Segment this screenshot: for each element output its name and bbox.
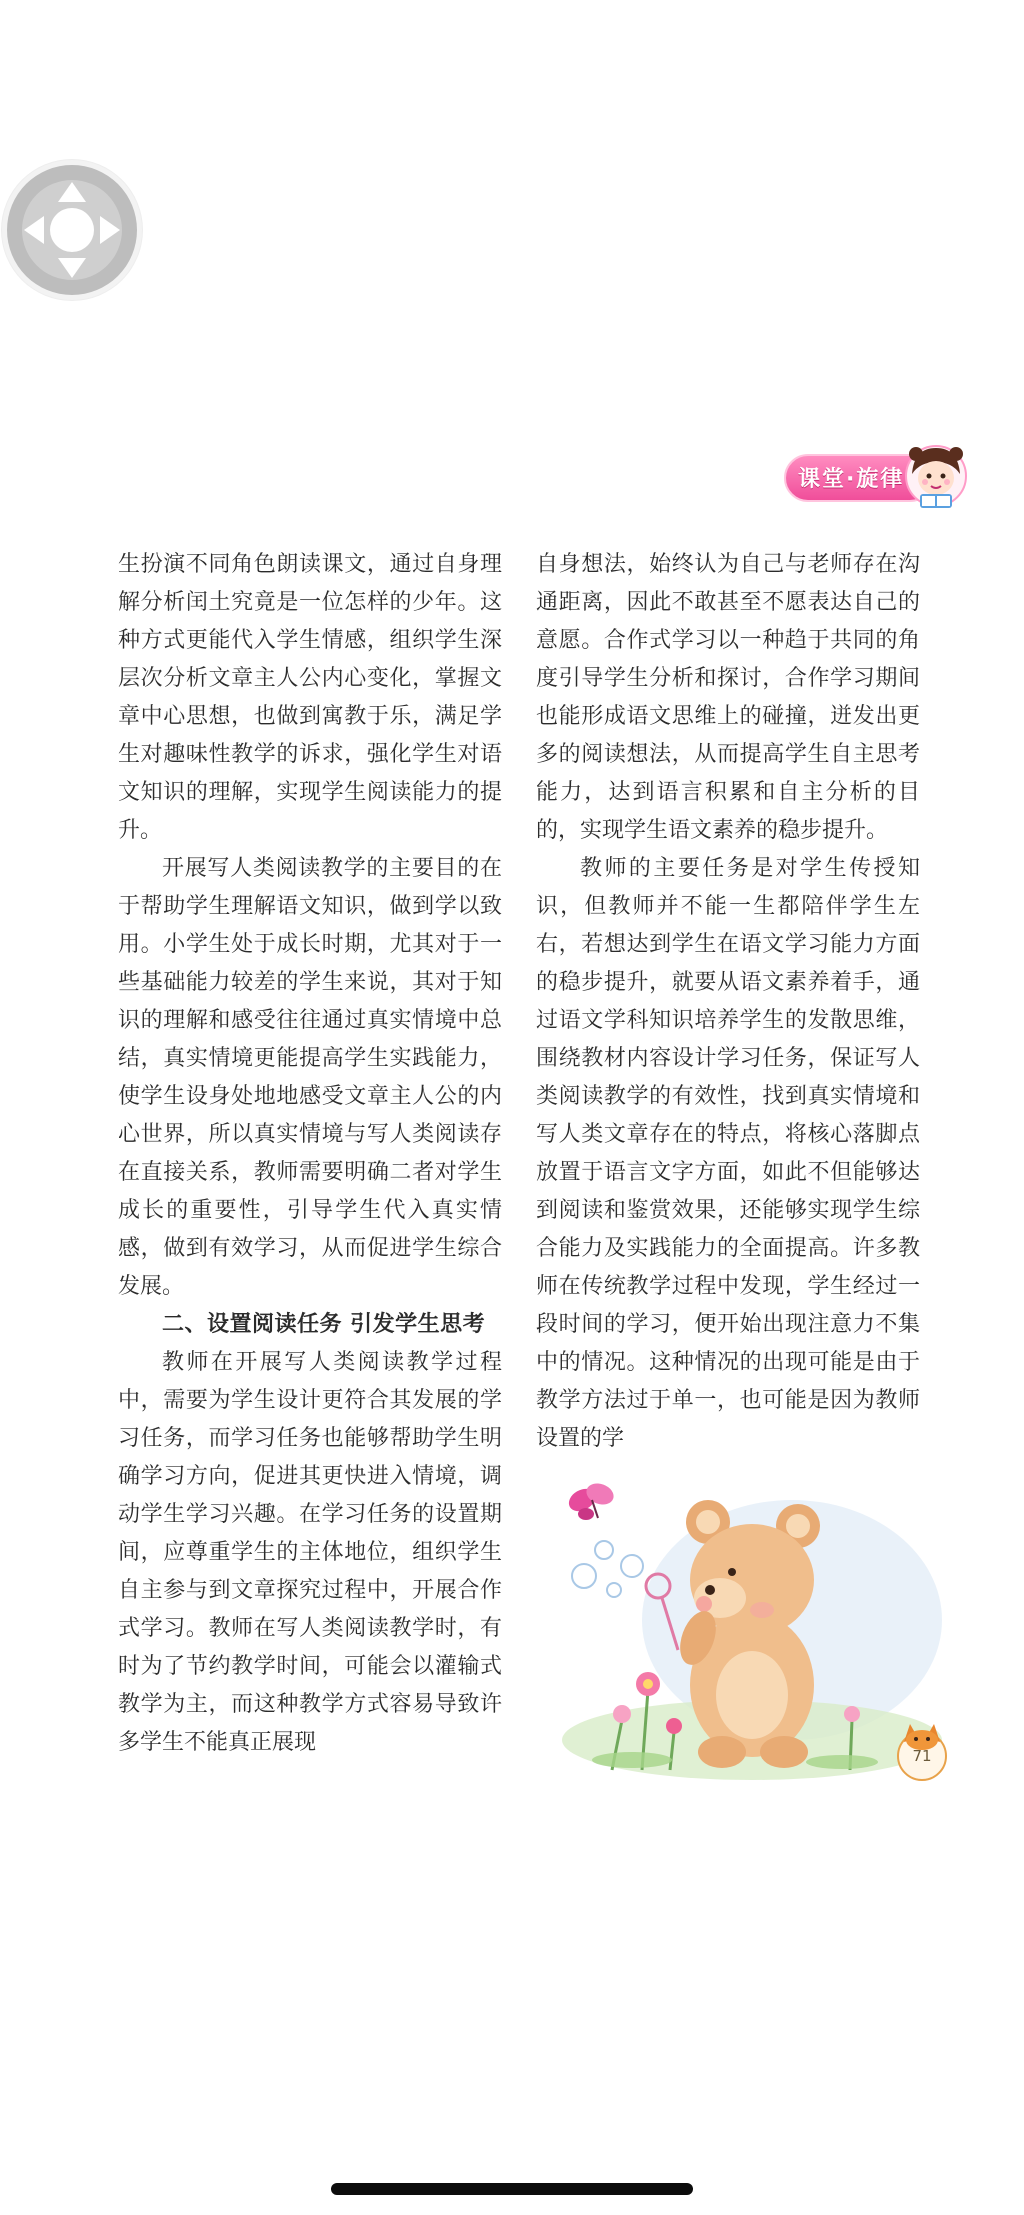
page-number-badge	[890, 1720, 954, 1784]
dpad-icon	[2, 160, 142, 300]
paragraph: 开展写人类阅读教学的主要目的在于帮助学生理解语文知识，做到学以致用。小学生处于成长时期，尤其对于一些基础能力较差的学生来说，其对于知识的理解和感受往往通过真实情境中总结，真实情境更能提高学生实践能力，使学生设身处地地感受文章主人公的内心世界，所以真实情境与写人类阅读存在直接关系，教师需要明确二者对学生成长的重要性，引导学生代入真实情感，做到有效学习，从而促进学生综合发展。	[118, 856, 502, 1299]
page-number: 71	[912, 1747, 932, 1765]
paragraph: 生扮演不同角色朗读课文，通过自身理解分析闰土究竟是一位怎样的少年。这种方式更能代入学生情感，组织学生深层次分析文章主人公内心变化，掌握文章中心思想，也做到寓教于乐，满足学生对趣味性教学的诉求，强化学生对语文知识的理解，实现学生阅读能力的提升。	[118, 552, 502, 843]
assistive-touch-button[interactable]	[2, 160, 142, 300]
home-indicator[interactable]	[331, 2183, 693, 2195]
cartoon-girl-icon	[900, 440, 972, 512]
article-column-left	[118, 546, 502, 1755]
column-badge	[776, 440, 972, 512]
paragraph: 自身想法，始终认为自己与老师存在沟通距离，因此不敢甚至不愿表达自己的意愿。合作式学习以一种趋于共同的角度引导学生分析和探讨，合作学习期间也能形成语文思维上的碰撞，迸发出更多的阅读想法，从而提高学生自主思考能力，达到语言积累和自主分析的目的，实现学生语文素养的稳步提升。	[536, 552, 920, 843]
butterfly-icon	[565, 1480, 617, 1520]
article-column-right	[536, 546, 920, 1486]
badge-label: 课堂·旋律	[798, 467, 905, 492]
paragraph: 教师的主要任务是对学生传授知识，但教师并不能一生都陪伴学生左右，若想达到学生在语文学习能力方面的稳步提升，就要从语文素养着手，通过语文学科知识培养学生的发散思维，围绕教材内容设计学习任务，保证写人类阅读教学的有效性，找到真实情境和写人类文章存在的特点，将核心落脚点放置于语言文字方面，如此不但能够达到阅读和鉴赏效果，还能够实现学生综合能力及实践能力的全面提高。许多教师在传统教学过程中发现，学生经过一段时间的学习，便开始出现注意力不集中的情况。这种情况的出现可能是由于教学方法过于单一，也可能是因为教师设置的学	[536, 856, 920, 1451]
paragraph: 教师在开展写人类阅读教学过程中，需要为学生设计更符合其发展的学习任务，而学习任务也能够帮助学生明确学习方向，促进其更快进入情境，调动学生学习兴趣。在学习任务的设置期间，应尊重学生的主体地位，组织学生自主参与到文章探究过程中，开展合作式学习。教师在写人类阅读教学时，有时为了节约教学时间，可能会以灌输式教学为主，而这种教学方式容易导致许多学生不能真正展现	[118, 1350, 502, 1755]
section-heading: 二、设置阅读任务 引发学生思考	[162, 1312, 486, 1337]
